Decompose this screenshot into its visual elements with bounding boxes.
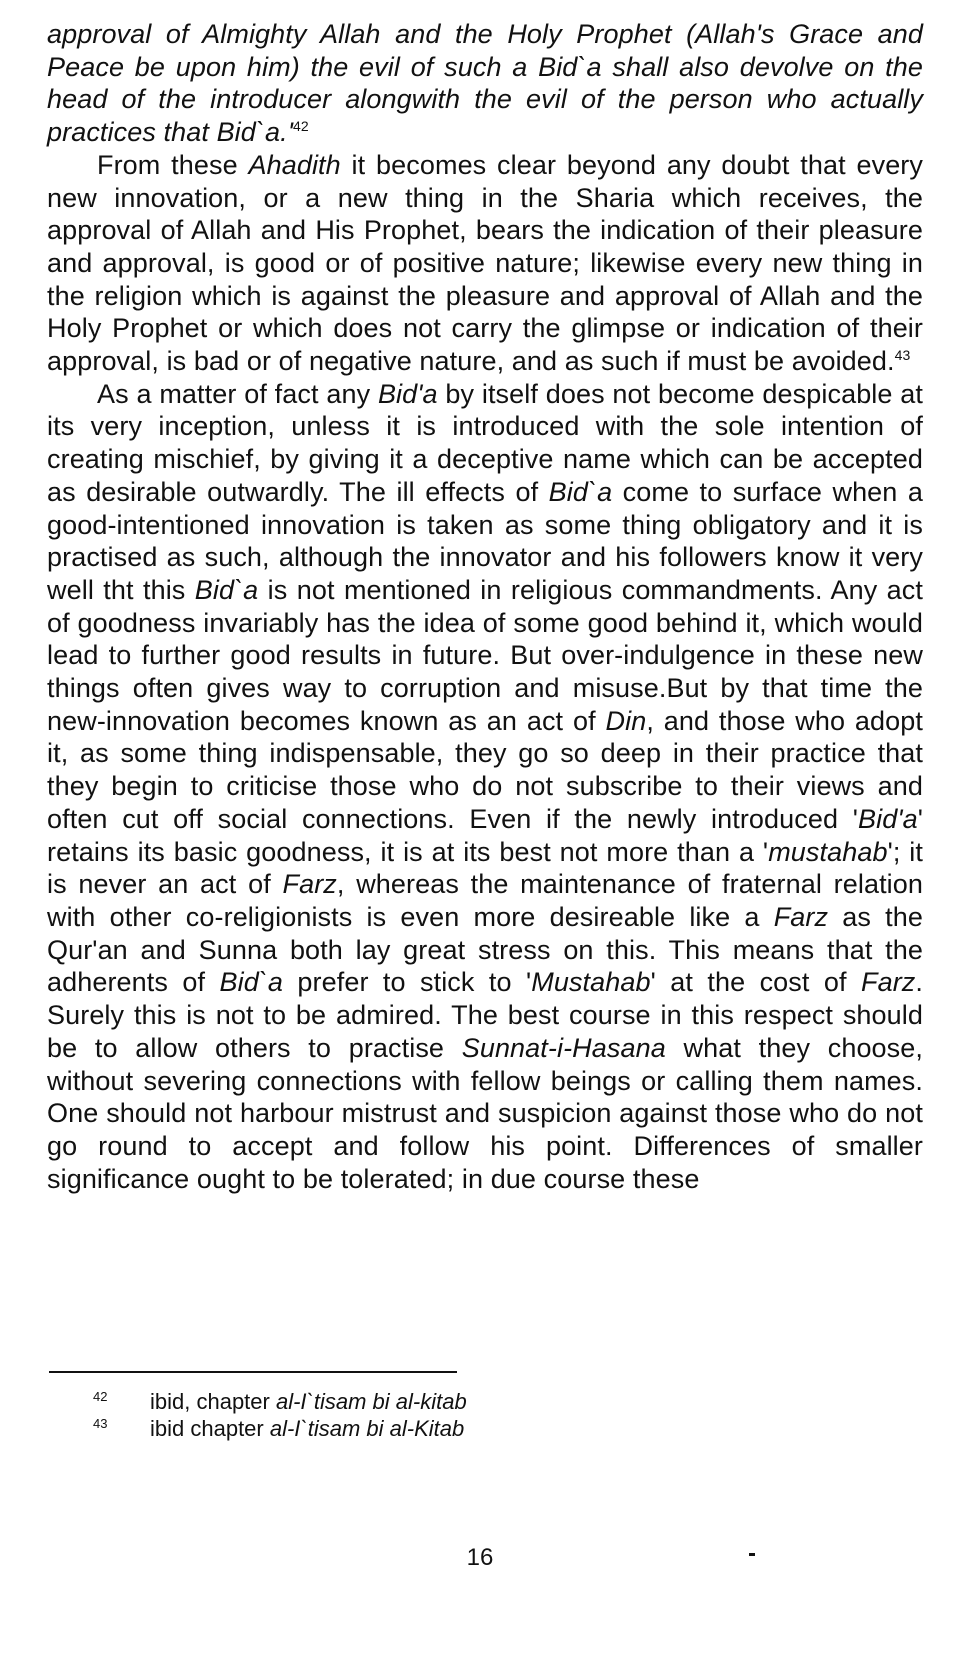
italic-text: Farz bbox=[282, 869, 337, 900]
paragraph bbox=[47, 18, 923, 149]
text-segment: , and those who adopt it, as some thing indispensable, they go so deep in their practice that they begin to criticise those who do not subscribe to their views and often cut off social connections. Even if the newly introduced ' bbox=[47, 705, 923, 834]
text-segment: it becomes clear beyond any doubt that every new innovation, or a new thing in the Sharia which receives, the approval of Allah and His Prophet, bears the indication of their pleasure and approval, is good or of positive nature; likewise every new thing in the religion which is against the pleasure and approval of Allah and the Holy Prophet or which does not carry the glimpse or indication of their approval, is bad or of negative nature, and as such if must be avoided. bbox=[47, 149, 923, 377]
footnote-title: al-I`tisam bi al-Kitab bbox=[269, 1416, 465, 1441]
italic-text: Bid'a bbox=[858, 803, 918, 834]
text-segment: by itself does not become despicable at its very inception, unless it is introduced with the sole intention of creating mischief, by giving it a deceptive name which can be accepted as desirable outwardly. The ill effects of bbox=[47, 378, 923, 507]
paragraph bbox=[47, 378, 923, 1196]
footnote-prefix: ibid chapter bbox=[150, 1416, 270, 1441]
footnote-number: 42 bbox=[93, 1389, 108, 1404]
text-segment: From these bbox=[97, 149, 249, 180]
footnotes bbox=[93, 1388, 793, 1442]
footnote-ref: 43 bbox=[894, 347, 911, 364]
italic-text: mustahab bbox=[768, 836, 888, 867]
text-segment: is not mentioned in religious commandments. Any act of goodness invariably has the idea of some good behind it, which would lead to further good results in future. But over-indulgence in these new things often gives way to corruption and misuse.But by that time the new-innovation becomes known as an act of bbox=[47, 574, 923, 736]
italic-text: Bid`a bbox=[548, 476, 613, 507]
footnote-title: al-I`tisam bi al-kitab bbox=[275, 1389, 467, 1414]
footnote-ref: 42 bbox=[292, 118, 309, 135]
italic-text: Ahadith bbox=[248, 149, 341, 180]
paragraph bbox=[47, 149, 923, 378]
text-segment: , whereas the maintenance of fraternal relation with other co-religionists is even more desireable like a bbox=[47, 869, 923, 932]
footnote-text bbox=[150, 1388, 467, 1415]
italic-text: Bid`a bbox=[194, 574, 259, 605]
italic-text: Bid`a bbox=[219, 967, 284, 998]
footnote-number: 43 bbox=[93, 1416, 108, 1431]
italic-text: Sunnat-i-Hasana bbox=[461, 1032, 666, 1063]
italic-text: Bid'a bbox=[377, 378, 438, 409]
footnote-divider bbox=[49, 1371, 457, 1373]
footnote-prefix: ibid, chapter bbox=[150, 1389, 276, 1414]
text-segment: As a matter of fact any bbox=[97, 378, 378, 409]
text-segment: what they choose, without severing connections with fellow beings or calling them names. One should not harbour mistrust and suspicion against those who do not go round to accept and follow his point. Differences of smaller significance ought to be tolerated; in due course these bbox=[47, 1032, 923, 1194]
text-segment: '; it is never an act of bbox=[47, 836, 923, 900]
stray-mark bbox=[749, 1553, 755, 1556]
footnote-item bbox=[93, 1388, 793, 1415]
text-segment: prefer to stick to ' bbox=[283, 967, 532, 998]
italic-text: Farz bbox=[773, 901, 829, 932]
body-text bbox=[47, 18, 923, 1195]
footnote-text bbox=[150, 1415, 464, 1442]
italic-text: Din bbox=[605, 705, 647, 736]
text-segment: ' at the cost of bbox=[650, 967, 861, 998]
page-number: 16 bbox=[466, 1544, 494, 1571]
text-segment: . Surely this is not to be admired. The best course in this respect should be to allow others to practise bbox=[47, 967, 923, 1063]
italic-text: approval of Almighty Allah and the Holy Prophet (Allah's Grace and Peace be upon him) the evil of such a Bid`a shall also devolve on the head of the introducer alongwith the evil of the person who actually practices that Bid`a.' bbox=[47, 19, 923, 148]
text-segment: as the Qur'an and Sunna both lay great stress on this. This means that the adherents of bbox=[47, 901, 923, 998]
text-segment: ' retains its basic goodness, it is at its best not more than a ' bbox=[47, 803, 923, 867]
text-segment: come to surface when a good-intentioned innovation is taken as some thing obligatory and it is practised as such, although the innovator and his followers know it very well tht this bbox=[47, 476, 924, 605]
footnote-item bbox=[93, 1415, 793, 1442]
italic-text: Farz bbox=[860, 967, 916, 998]
italic-text: Mustahab bbox=[531, 967, 651, 998]
